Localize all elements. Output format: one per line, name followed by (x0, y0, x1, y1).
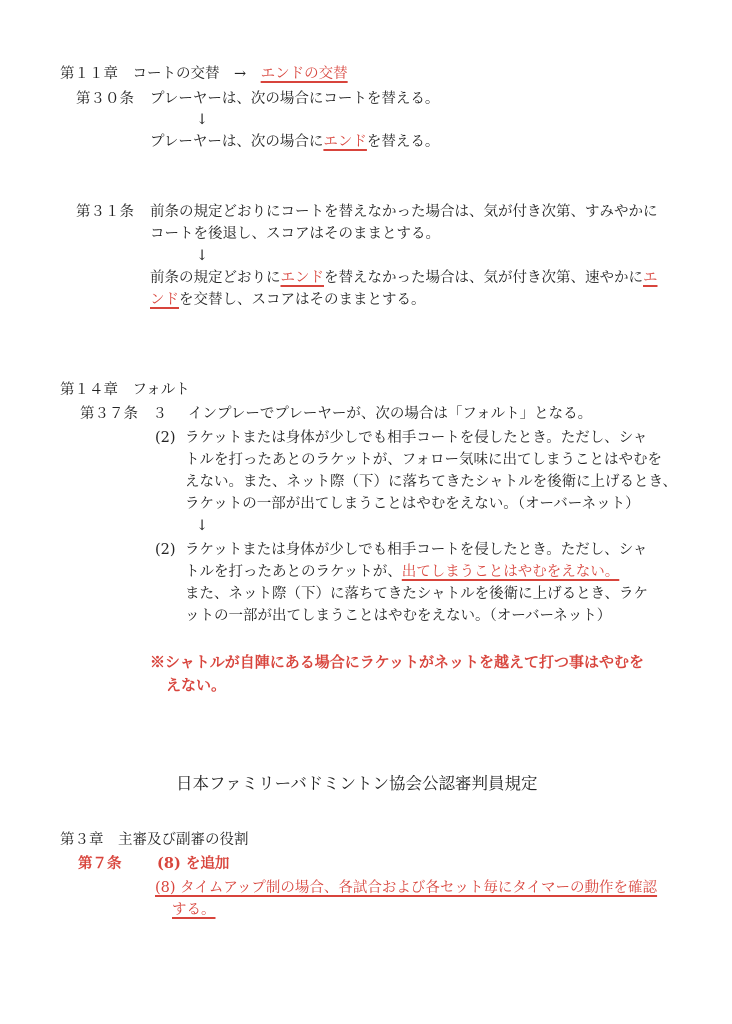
article-31-old-line-1: 前条の規定どおりにコートを替えなかった場合は、気が付き次第、すみやかに (150, 204, 658, 220)
item-2-old-line-4: ラケットの一部が出てしまうことはやむをえない。（オーバーネット） (185, 496, 640, 512)
item-2-old-line-2: トルを打ったあとのラケットが、フォロー気味に出てしまうことはやむを (185, 452, 663, 468)
article-30-new-part: を替える。 (366, 134, 440, 150)
item-2-new-line-1: ラケットまたは身体が少しでも相手コートを侵したとき。ただし、シャ (185, 542, 648, 558)
arrow-down-icon: ↓ (196, 518, 209, 534)
article-30-new-text (150, 132, 439, 152)
article-31-label: 第３１条 (76, 204, 134, 220)
regulations-title: 日本ファミリーバドミントン協会公認審判員規定 (176, 774, 538, 793)
article-7-text: (8) を追加 (157, 855, 230, 872)
item-2-number: (2) (155, 430, 176, 446)
article-31-old-line-2: コートを後退し、スコアはそのままとする。 (150, 226, 440, 242)
article-31-new-part: を替えなかった場合は、気が付き次第、速やかに (324, 270, 643, 286)
article-7-label: 第７条 (78, 855, 122, 872)
article-31-new-highlight: ンド (150, 292, 179, 308)
chapter-11-title: 第１１章 コートの交替 → (60, 66, 261, 82)
article-30-new-highlight: エンド (323, 134, 367, 150)
article-31-new-highlight: エンド (280, 270, 324, 286)
article-30-label: 第３０条 (76, 91, 134, 107)
chapter-3-heading: 第３章 主審及び副審の役割 (60, 832, 249, 848)
item-8-line-2: する。 (172, 902, 216, 918)
article-31-new-highlight: エ (643, 270, 658, 286)
item-2-old-line-3: えない。また、ネット際（下）に落ちてきたシャトルを後衛に上げるとき、 (185, 474, 677, 490)
chapter-14-heading: 第１４章 フォルト (60, 382, 190, 398)
item-2-new-highlight: 出てしまうことはやむをえない。 (401, 564, 620, 580)
article-31-new-part: 前条の規定どおりに (150, 270, 281, 286)
note-line-2: えない。 (166, 676, 227, 694)
note-line-1: ※シャトルが自陣にある場合にラケットがネットを越えて打つ事はやむを (150, 653, 644, 671)
item-8-line-1: (8) タイムアップ制の場合、各試合および各セット毎にタイマーの動作を確認 (155, 880, 658, 896)
item-2-new-part: トルを打ったあとのラケットが、 (185, 564, 402, 580)
arrow-down-icon: ↓ (196, 112, 209, 128)
item-2-new-line-3: また、ネット際（下）に落ちてきたシャトルを後衛に上げるとき、ラケ (185, 586, 648, 602)
article-37-label: 第３７条 ３ (80, 406, 167, 422)
item-2-old-line-1: ラケットまたは身体が少しでも相手コートを侵したとき。ただし、シャ (185, 430, 648, 446)
item-2-new-line-2 (185, 562, 619, 582)
chapter-11-heading (60, 64, 348, 84)
article-30-old-text: プレーヤーは、次の場合にコートを替える。 (150, 91, 440, 107)
article-31-new-line-2 (150, 290, 426, 310)
article-37-intro: インプレーでプレーヤーが、次の場合は「フォルト」となる。 (188, 406, 593, 422)
arrow-down-icon: ↓ (196, 248, 209, 264)
article-30-new-part: プレーヤーは、次の場合に (150, 134, 324, 150)
item-2-number: (2) (155, 542, 176, 558)
chapter-11-new-title: エンドの交替 (260, 66, 348, 82)
article-31-new-part: を交替し、スコアはそのままとする。 (179, 292, 426, 308)
article-31-new-line-1 (150, 268, 658, 288)
item-2-new-line-4: ットの一部が出てしまうことはやむをえない。（オーバーネット） (185, 608, 612, 624)
